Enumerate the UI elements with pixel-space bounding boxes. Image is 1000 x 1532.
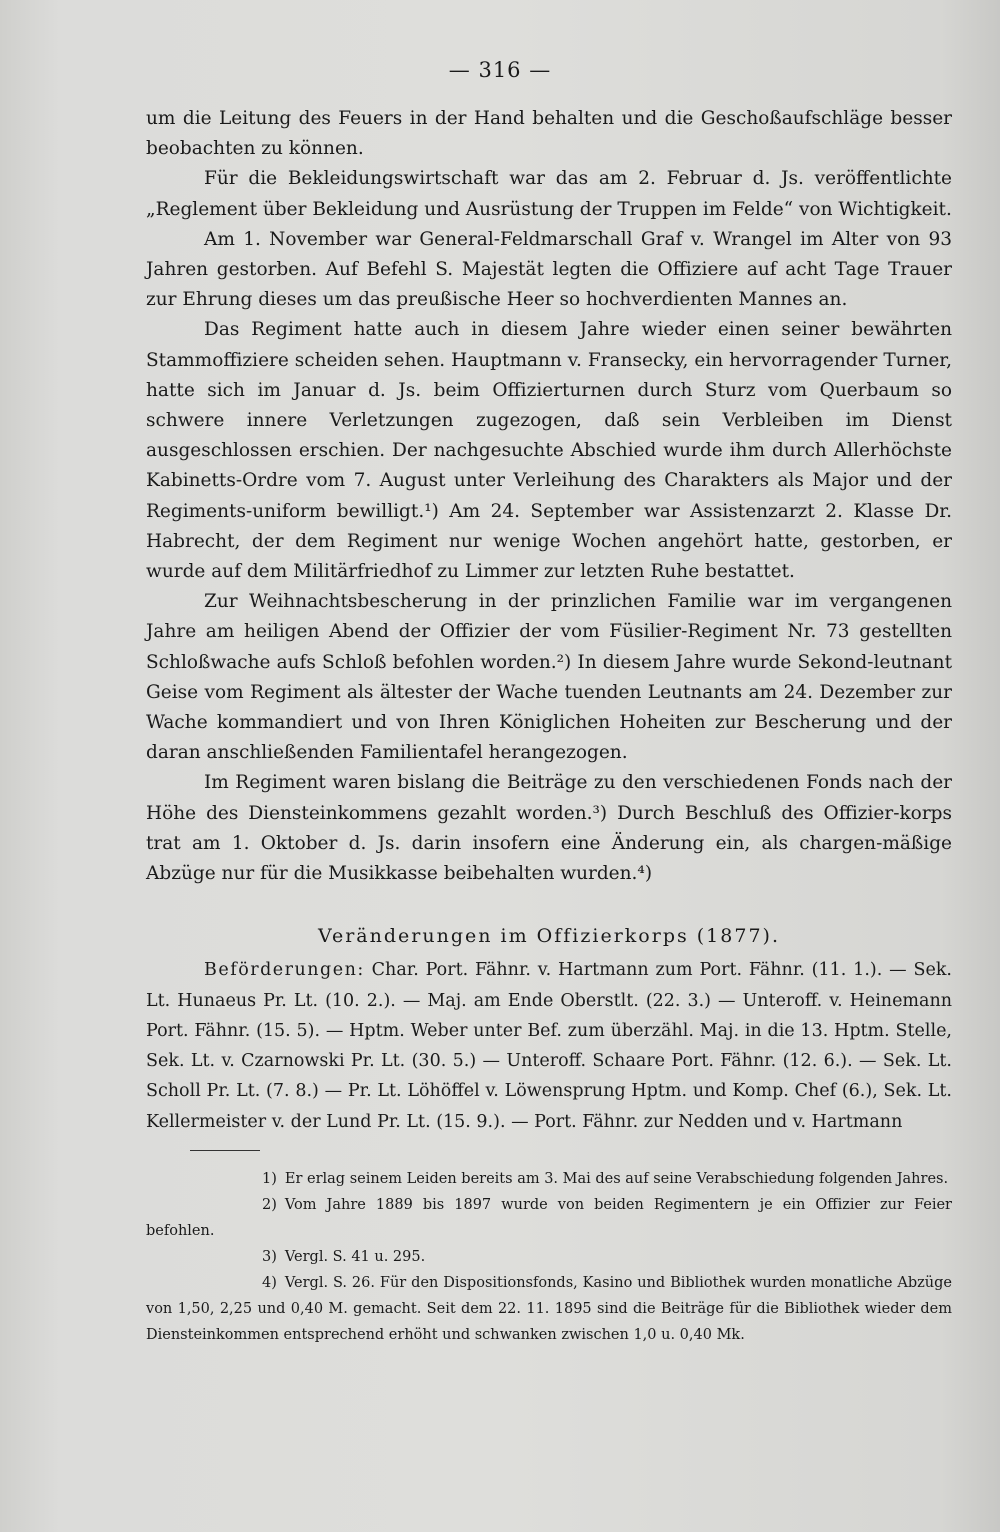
footnote-number: 4) (262, 1275, 277, 1291)
footnote (146, 1166, 952, 1192)
paragraph: Das Regiment hatte auch in diesem Jahre wieder einen seiner bewährten Stammoffiziere scheiden sehen. Hauptmann v. Fransecky, ein hervorragender Turner, hatte sich im Januar d. Js. beim Offizierturnen durch Sturz vom Querbaum so schwere innere Verletzungen zugezogen, daß sein Verbleiben im Dienst ausgeschlossen erschien. Der nachgesuchte Abschied wurde ihm durch Allerhöchste Kabinetts-Ordre vom 7. August unter Verleihung des Charakters als Major und der Regiments-uniform bewilligt.¹) Am 24. September war Assistenzarzt 2. Klasse Dr. Habrecht, der dem Regiment nur wenige Wochen angehört hatte, gestorben, er wurde auf dem Militärfriedhof zu Limmer zur letzten Ruhe bestattet. (146, 319, 952, 583)
paragraph: um die Leitung des Feuers in der Hand behalten und die Geschoßaufschläge besser beobachten zu können. (146, 108, 952, 160)
footnote-text: Er erlag seinem Leiden bereits am 3. Mai des auf seine Verabschiedung folgenden Jahres. (284, 1171, 949, 1187)
roster-lead: Beförderungen: (204, 960, 365, 981)
footnote-divider (190, 1150, 260, 1151)
main-text (146, 104, 952, 1137)
footnote-text: Vergl. S. 26. Für den Dispositionsfonds, Kasino und Bibliothek wurden monatliche Abzüge von 1,50, 2,25 und 0,40 M. gemacht. Seit dem 22. 11. 1895 sind die Beiträge für die Bibliothek wieder dem Diensteinkommen entsprechend erhöht und schwanken zwischen 1,0 u. 0,40 Mk. (146, 1275, 952, 1343)
footnote (146, 1270, 952, 1348)
footnote (146, 1244, 952, 1270)
paragraph: Zur Weihnachtsbescherung in der prinzlichen Familie war im vergangenen Jahre am heiligen Abend der Offizier der vom Füsilier-Regiment Nr. 73 gestellten Schloßwache aufs Schloß befohlen worden.²) In diesem Jahre wurde Sekond-leutnant Geise vom Regiment als ältester der Wache tuenden Leutnants am 24. Dezember zur Wache kommandiert und von Ihren Königlichen Hoheiten zur Bescherung und der daran anschließenden Familientafel herangezogen. (146, 591, 952, 764)
roster-text: Char. Port. Fähnr. v. Hartmann zum Port. Fähnr. (11. 1.). — Sek. Lt. Hunaeus Pr. Lt. (10. 2.). — Maj. am Ende Oberstlt. (22. 3.) — Unteroff. v. Heinemann Port. Fähnr. (15. 5). — Hptm. Weber unter Bef. zum überzähl. Maj. in die 13. Hptm. Stelle, Sek. Lt. v. Czarnowski Pr. Lt. (30. 5.) — Unteroff. Schaare Port. Fähnr. (12. 6.). — Sek. Lt. Scholl Pr. Lt. (7. 8.) — Pr. Lt. Löhöffel v. Löwensprung Hptm. und Komp. Chef (6.), Sek. Lt. Kellermeister v. der Lund Pr. Lt. (15. 9.). — Port. Fähnr. zur Nedden und v. Hartmann (146, 960, 952, 1132)
roster-paragraph (146, 955, 952, 1136)
footnote-number: 1) (262, 1171, 277, 1187)
paragraph: Am 1. November war General-Feldmarschall Graf v. Wrangel im Alter von 93 Jahren gestorben. Auf Befehl S. Majestät legten die Offiziere auf acht Tage Trauer zur Ehrung dieses um das preußische Heer so hochverdienten Mannes an. (146, 228, 952, 311)
footnote-number: 2) (262, 1197, 277, 1213)
footnote-number: 3) (262, 1249, 277, 1265)
footnote-text: Vom Jahre 1889 bis 1897 wurde von beiden Regimentern je ein Offizier zur Feier befohlen. (146, 1197, 952, 1239)
footnote (146, 1192, 952, 1244)
page-number: — 316 — (448, 58, 552, 82)
paragraph: Im Regiment waren bislang die Beiträge zu den verschiedenen Fonds nach der Höhe des Diensteinkommens gezahlt worden.³) Durch Beschluß des Offizier-korps trat am 1. Oktober d. Js. darin insofern eine Änderung ein, als chargen-mäßige Abzüge nur für die Musikkasse beibehalten wurden.⁴) (146, 772, 952, 885)
footnote-text: Vergl. S. 41 u. 295. (284, 1249, 426, 1265)
footnotes (146, 1166, 952, 1348)
paragraph: Für die Bekleidungswirtschaft war das am 2. Februar d. Js. veröffentlichte „Reglement über Bekleidung und Ausrüstung der Truppen im Felde“ von Wichtigkeit. (146, 168, 952, 220)
section-heading: Veränderungen im Offizierkorps (1877). (318, 925, 780, 948)
